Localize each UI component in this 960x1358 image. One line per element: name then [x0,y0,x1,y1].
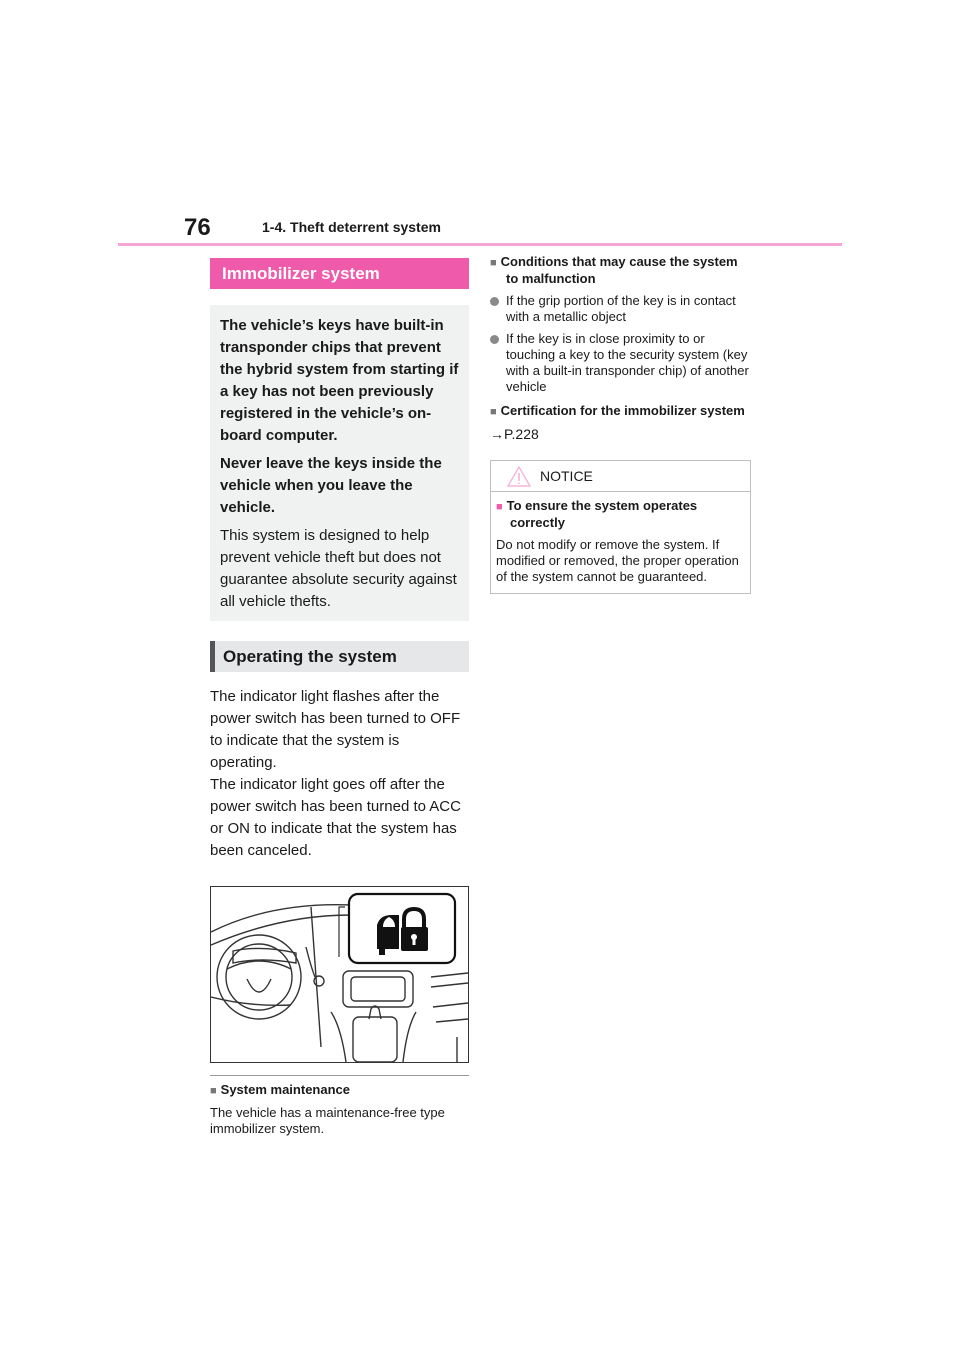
conditions-bullet-1: If the grip portion of the key is in contact with a metallic object [490,293,751,325]
page-number: 76 [184,214,211,241]
left-column [210,258,469,1137]
immobilizer-heading: Immobilizer system [210,258,469,289]
notice-heading-text: To ensure the system operates correctly [506,498,698,530]
operating-para-2: The indicator light goes off after the power switch has been turned to ACC or ON to indicate that the system has been canceled. [210,776,461,859]
square-bullet-icon: ■ [210,1085,217,1097]
certification-reference[interactable]: →P.228 [490,426,539,442]
notice-header [491,461,750,492]
conditions-heading [490,254,751,287]
intro-text-2: Never leave the keys inside the vehicle when you leave the vehicle. [220,455,442,516]
operating-para-1: The indicator light flashes after the power switch has been turned to OFF to indicate that the system is operating. [210,688,461,771]
square-bullet-icon: ■ [496,501,503,513]
operating-heading: Operating the system [210,641,469,672]
certification-heading-text: Certification for the immobilizer system [500,403,745,418]
intro-text-3: This system is designed to help prevent vehicle theft but does not guarantee absolute security against all vehicle thefts. [220,527,457,610]
intro-box [210,305,469,621]
maintenance-text: The vehicle has a maintenance-free type immobilizer system. [210,1105,445,1136]
conditions-bullet-2: If the key is in close proximity to or touching a key to the security system (key with a built-in transponder chip) of another vehicle [490,331,751,395]
circle-bullet-icon [490,335,499,344]
notice-heading [496,498,745,531]
square-bullet-icon: ■ [490,257,497,269]
notice-text: Do not modify or remove the system. If modified or removed, the proper operation of the system cannot be guaranteed. [496,537,739,584]
notice-box [490,460,751,594]
dashboard-drawing [211,887,468,1062]
operating-text [210,686,469,862]
right-column [490,254,751,594]
conditions-heading-text: Conditions that may cause the system to malfunction [500,254,738,286]
notice-body [491,492,750,593]
separator [210,1075,469,1076]
section-title: 1-4. Theft deterrent system [262,219,441,235]
notice-label: NOTICE [540,468,593,484]
intro-text-1: The vehicle’s keys have built-in transponder chips that prevent the hybrid system from starting if a key has not been previously registered in the vehicle’s on-board computer. [220,317,459,444]
maintenance-heading [210,1082,469,1099]
warning-triangle-icon [507,466,531,487]
square-bullet-icon: ■ [490,406,497,418]
header-rule [118,243,842,246]
dashboard-illustration [210,886,469,1063]
circle-bullet-icon [490,297,499,306]
certification-heading [490,403,751,420]
maintenance-heading-text: System maintenance [220,1082,350,1097]
